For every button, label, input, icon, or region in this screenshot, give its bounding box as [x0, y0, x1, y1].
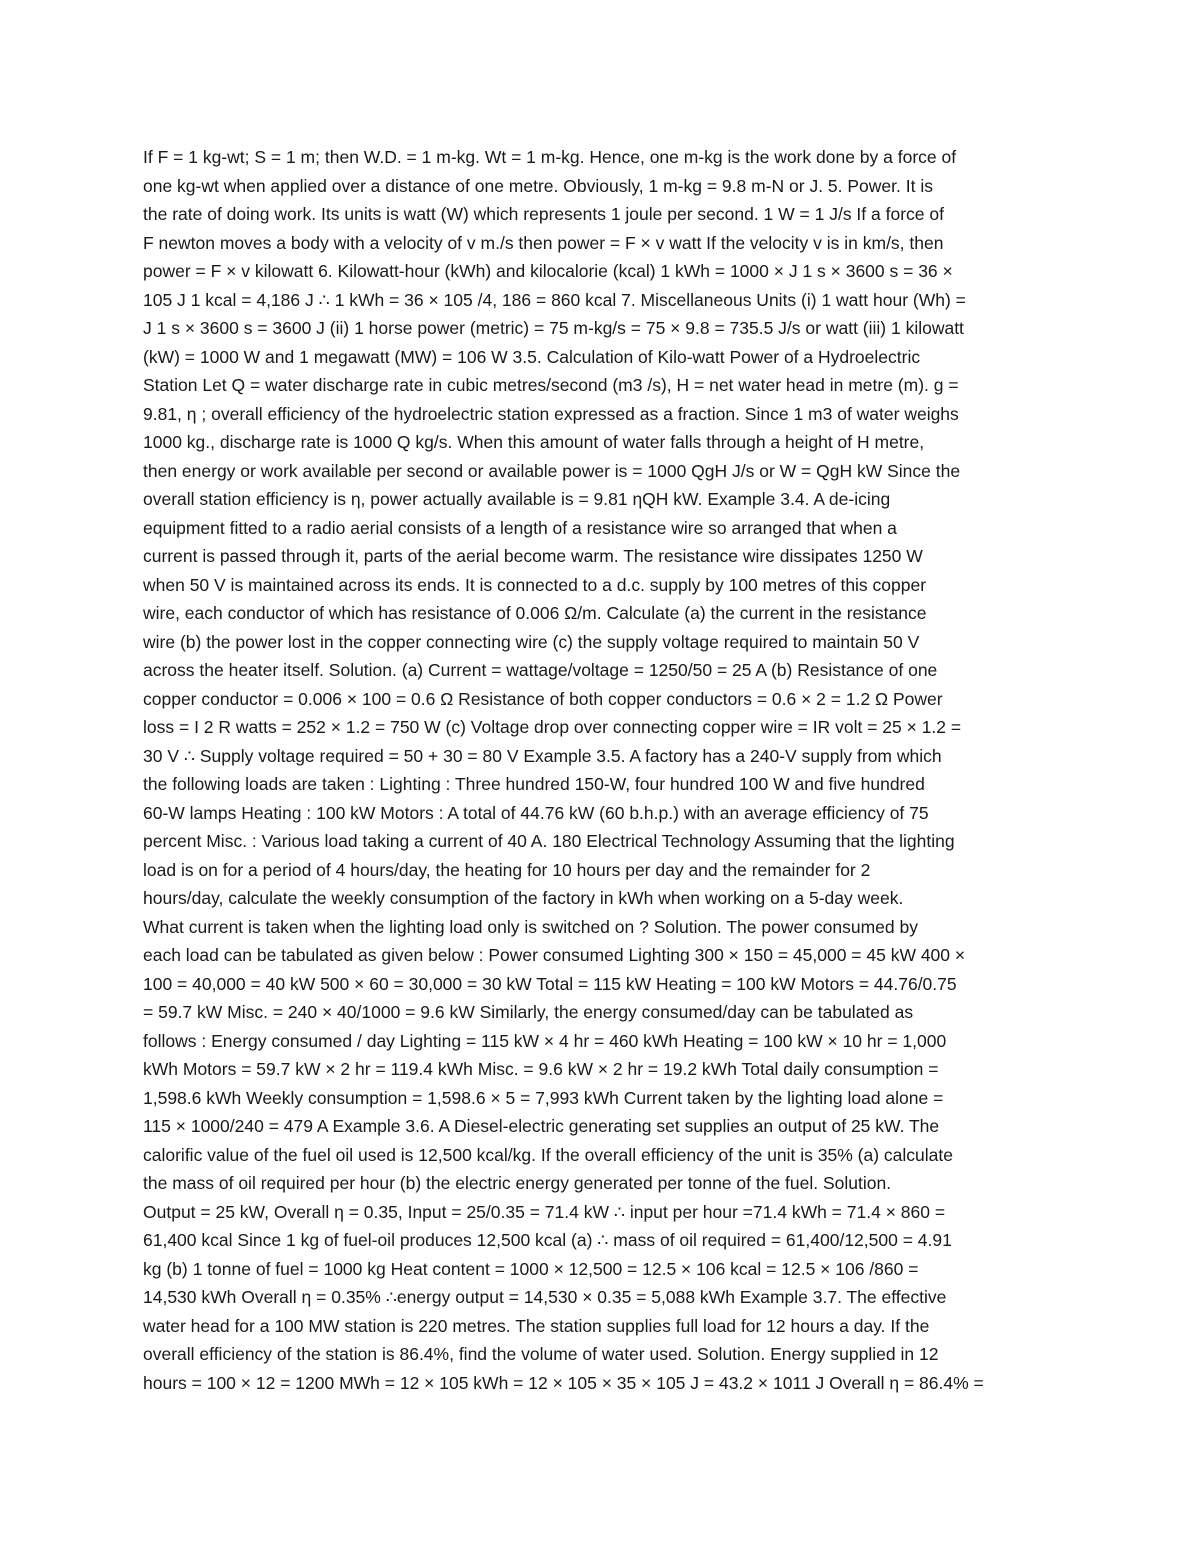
text-line: overall station efficiency is η, power actually available is = 9.81 ηQH kW. Example 3.4. A de-icing	[143, 489, 891, 509]
text-line: 1,598.6 kWh Weekly consumption = 1,598.6 × 5 = 7,993 kWh Current taken by the lighting load alone =	[143, 1087, 944, 1108]
text-line: follows : Energy consumed / day Lighting = 115 kW × 4 hr = 460 kWh Heating = 100 kW × 10 hr = 1,000	[143, 1030, 947, 1051]
text-line: one kg-wt when applied over a distance of one metre. Obviously, 1 m-kg = 9.8 m-N or J. 5. Power. It is	[143, 175, 933, 196]
text-line: (kW) = 1000 W and 1 megawatt (MW) = 106 W 3.5. Calculation of Kilo-watt Power of a Hydroelectric	[143, 346, 921, 367]
text-line: 115 × 1000/240 = 479 A Example 3.6. A Diesel-electric generating set supplies an output of 25 kW. The	[143, 1116, 940, 1136]
text-line: the rate of doing work. Its units is watt (W) which represents 1 joule per second. 1 W = 1 J/s If a force of	[143, 204, 944, 224]
body-text	[143, 143, 1073, 1397]
text-line: kg (b) 1 tonne of fuel = 1000 kg Heat content = 1000 × 12,500 = 12.5 × 106 kcal = 12.5 × 106 /860 =	[143, 1258, 919, 1279]
text-line: load is on for a period of 4 hours/day, the heating for 10 hours per day and the remainder for 2	[143, 859, 871, 880]
text-line: F newton moves a body with a velocity of v m./s then power = F × v watt If the velocity v is in km/s, then	[143, 232, 944, 253]
text-line: overall efficiency of the station is 86.4%, find the volume of water used. Solution. Energy supplied in 12	[143, 1344, 939, 1364]
text-line: then energy or work available per second or available power is = 1000 QgH J/s or W = QgH kW Since the	[143, 460, 961, 481]
text-line: copper conductor = 0.006 × 100 = 0.6 Ω Resistance of both copper conductors = 0.6 × 2 = 1.2 Ω Power	[143, 688, 943, 709]
text-line: 30 V ∴ Supply voltage required = 50 + 30 = 80 V Example 3.5. A factory has a 240-V supply from which	[143, 745, 942, 766]
text-line: hours/day, calculate the weekly consumption of the factory in kWh when working on a 5-day week.	[143, 888, 904, 908]
text-line: If F = 1 kg-wt; S = 1 m; then W.D. = 1 m-kg. Wt = 1 m-kg. Hence, one m-kg is the work done by a force of	[143, 147, 957, 167]
text-line: 60-W lamps Heating : 100 kW Motors : A total of 44.76 kW (60 b.h.p.) with an average efficiency of 75	[143, 802, 929, 823]
text-line: 14,530 kWh Overall η = 0.35% ∴energy output = 14,530 × 0.35 = 5,088 kWh Example 3.7. The effective	[143, 1287, 947, 1307]
text-line: Output = 25 kW, Overall η = 0.35, Input = 25/0.35 = 71.4 kW ∴ input per hour =71.4 kWh = 71.4 × 860 =	[143, 1201, 946, 1222]
text-line: wire (b) the power lost in the copper connecting wire (c) the supply voltage required to maintain 50 V	[143, 631, 920, 652]
text-line: 100 = 40,000 = 40 kW 500 × 60 = 30,000 = 30 kW Total = 115 kW Heating = 100 kW Motors = 44.76/0.75	[143, 973, 957, 994]
text-line: kWh Motors = 59.7 kW × 2 hr = 119.4 kWh Misc. = 9.6 kW × 2 hr = 19.2 kWh Total daily consumption =	[143, 1059, 939, 1079]
text-line: equipment fitted to a radio aerial consists of a length of a resistance wire so arranged that when a	[143, 517, 897, 538]
text-line: 105 J 1 kcal = 4,186 J ∴ 1 kWh = 36 × 105 /4, 186 = 860 kcal 7. Miscellaneous Units (i) 1 watt hour (Wh) =	[143, 289, 966, 310]
text-line: wire, each conductor of which has resistance of 0.006 Ω/m. Calculate (a) the current in the resistance	[143, 603, 927, 623]
text-line: each load can be tabulated as given below : Power consumed Lighting 300 × 150 = 45,000 = 45 kW 400 ×	[143, 945, 966, 965]
text-line: current is passed through it, parts of the aerial become warm. The resistance wire dissipates 1250 W	[143, 546, 923, 566]
text-line: the following loads are taken : Lighting : Three hundred 150-W, four hundred 100 W and five hundred	[143, 774, 925, 794]
text-line: across the heater itself. Solution. (a) Current = wattage/voltage = 1250/50 = 25 A (b) Resistance of one	[143, 660, 938, 680]
text-line: 61,400 kcal Since 1 kg of fuel-oil produces 12,500 kcal (a) ∴ mass of oil required = 61,400/12,500 = 4.91	[143, 1230, 952, 1250]
text-line: J 1 s × 3600 s = 3600 J (ii) 1 horse power (metric) = 75 m-kg/s = 75 × 9.8 = 735.5 J/s or watt (iii) 1 kilowatt	[143, 318, 964, 338]
text-line: the mass of oil required per hour (b) the electric energy generated per tonne of the fuel. Solution.	[143, 1173, 892, 1193]
text-line: water head for a 100 MW station is 220 metres. The station supplies full load for 12 hours a day. If the	[143, 1315, 930, 1336]
text-line: loss = I 2 R watts = 252 × 1.2 = 750 W (c) Voltage drop over connecting copper wire = IR volt = 25 × 1.2 =	[143, 717, 962, 737]
text-line: calorific value of the fuel oil used is 12,500 kcal/kg. If the overall efficiency of the unit is 35% (a) calculate	[143, 1144, 953, 1165]
text-line: power = F × v kilowatt 6. Kilowatt-hour (kWh) and kilocalorie (kcal) 1 kWh = 1000 × J 1 s × 3600 s = 36 ×	[143, 261, 953, 281]
text-line: = 59.7 kW Misc. = 240 × 40/1000 = 9.6 kW Similarly, the energy consumed/day can be tabulated as	[143, 1002, 914, 1022]
text-line: percent Misc. : Various load taking a current of 40 A. 180 Electrical Technology Assuming that the lighting	[143, 831, 955, 851]
text-line: Station Let Q = water discharge rate in cubic metres/second (m3 /s), H = net water head in metre (m). g =	[143, 375, 959, 395]
text-line: 9.81, η ; overall efficiency of the hydroelectric station expressed as a fraction. Since 1 m3 of water weighs	[143, 403, 959, 424]
text-line: 1000 kg., discharge rate is 1000 Q kg/s. When this amount of water falls through a height of H metre,	[143, 432, 925, 452]
text-line: when 50 V is maintained across its ends. It is connected to a d.c. supply by 100 metres of this copper	[143, 574, 927, 595]
text-line: hours = 100 × 12 = 1200 MWh = 12 × 105 kWh = 12 × 105 × 35 × 105 J = 43.2 × 1011 J Overall η = 86.4% =	[143, 1372, 984, 1393]
text-line: What current is taken when the lighting load only is switched on ? Solution. The power consumed by	[143, 916, 918, 937]
